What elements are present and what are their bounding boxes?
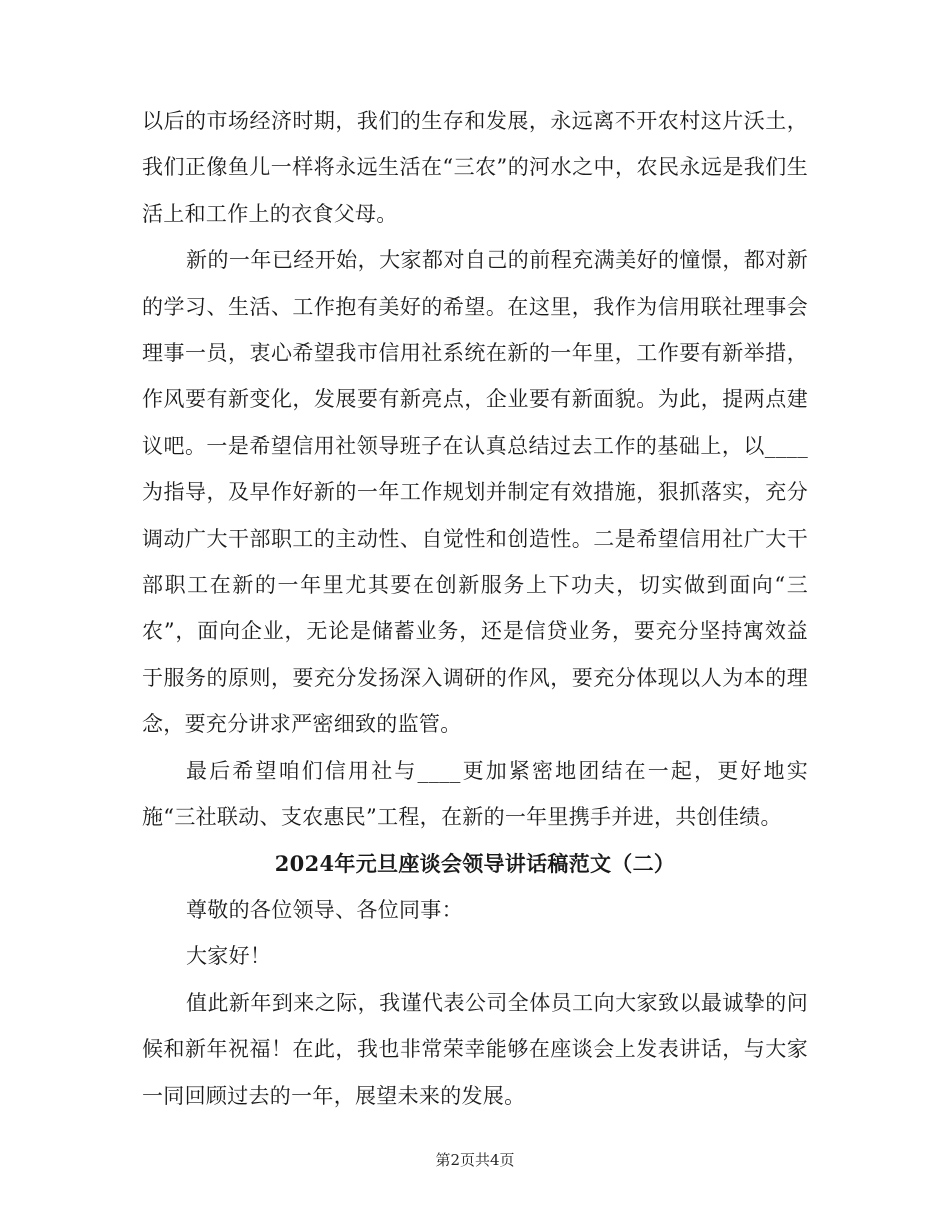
paragraph-new-year-blessing: 值此新年到来之际，我谨代表公司全体员工向大家致以最诚挚的问候和新年祝福！在此，我也非常荣幸能够在座谈会上发表讲话，与大家一同回顾过去的一年，展望未来的发展。 bbox=[142, 990, 808, 1108]
paragraph-new-year-hopes: 新的一年已经开始，大家都对自己的前程充满美好的憧憬，都对新的学习、生活、工作抱有美好的希望。在这里，我作为信用联社理事会理事一员，衷心希望我市信用社系统在新的一年里，工作要有新举措，作风要有新变化，发展要有新亮点，企业要有新面貌。为此，提两点建议吧。一是希望信用社领导班子在认真总结过去工作的基础上，以____为指导，及早作好新的一年工作规划并制定有效措施，狠抓落实，充分调动广大干部职工的主动性、自觉性和创造性。二是希望信用社广大干部职工在新的一年里尤其要在创新服务上下功夫，切实做到面向“三农”，面向企业，无论是储蓄业务，还是信贷业务，要充分坚持寓效益于服务的原则，要充分发扬深入调研的作风，要充分体现以人为本的理念，要充分讲求严密细致的监管。 bbox=[142, 248, 808, 737]
paragraph-market-economy: 以后的市场经济时期，我们的生存和发展，永远离不开农村这片沃土，我们正像鱼儿一样将永远生活在“三农”的河水之中，农民永远是我们生活上和工作上的衣食父母。 bbox=[142, 109, 808, 226]
paragraph-greeting: 大家好！ bbox=[186, 944, 272, 969]
paragraph-closing-wishes: 最后希望咱们信用社与____更加紧密地团结在一起，更好地实施“三社联动、支农惠民”工程，在新的一年里携手并进，共创佳绩。 bbox=[142, 758, 808, 830]
paragraph-salutation: 尊敬的各位领导、各位同事： bbox=[186, 897, 463, 922]
section-title: 2024年元旦座谈会领导讲话稿范文（二） bbox=[274, 850, 676, 876]
document-body bbox=[142, 98, 808, 1119]
page-number-footer: 第2页共4页 bbox=[435, 1151, 515, 1169]
